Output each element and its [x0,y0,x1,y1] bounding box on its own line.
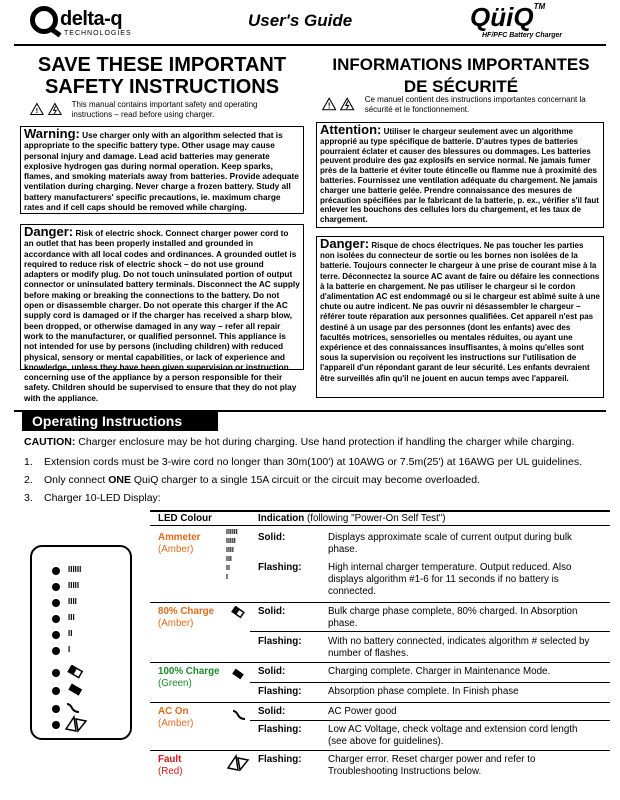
led-dot [52,583,60,591]
led-panel-diagram [30,545,132,740]
mode-flashing: Flashing: [258,636,302,647]
led-colour: (Amber) [158,618,194,629]
battery-full-icon [230,668,246,682]
bar-glyph: IIII [226,547,234,554]
warning-text: Use charger only with an algorithm selected that is appropriate to the specific battery type. Other usage may cause personal injury and damage. Lead acid batteries may generate explosive hydrogen gas during normal operation. Keep sparks, flames, and smoking materials away from batteries. Provide adequate ventilation during charging. Never charge a frozen battery. Study all battery manufacturers' specific precautions, ie. maximum charge rates and if cell caps should be removed while charging. [24,130,299,213]
indication-text: Low AC Voltage, check voltage and extension cord length (see above for guidelines). [328,724,578,747]
safety-note-en [30,100,300,120]
led-name-ac-on [158,706,193,730]
bar-glyph: IIIII [226,538,236,545]
ammeter-bars-1: I [68,645,71,654]
ammeter-bars-3: III [68,613,75,622]
col-led-colour: LED Colour [158,513,212,524]
item-number: 3. [24,492,33,504]
safety-heading-fr [318,54,604,98]
col-indication [258,513,446,525]
item-text-pre: Only connect [44,474,109,486]
attention-box-fr [316,122,604,228]
indication-text: High internal charger temperature. Output reduced. Also displays algorithm #1-6 for 11 seconds if no battery is connected. [328,562,572,597]
danger-text-fr: Risque de chocs électriques. Ne pas toucher les parties non isolées du connecteur de sortie ou les bornes non isolées de la batterie. Toujours connecter le chargeur à une prise de courant mise à la terre. Déconnectez la source AC avant de faire ou défaire les connections à la batterie en chargement. Ne pas utiliser le chargeur si le cordon d'alimentation AC est endommagé ou si le chargeur est abîmé suite à une chute ou autre indicent. Ne pas ouvrir ni désassembler le chargeur – référer toute réparation aux personnes qualifiées. Cet appareil n'est pas destiné à un usage par des personnes (dont les enfants) avec des facultés motrices, sensorielles ou mentales réduites, ou ayant une expérience et des connaissances insuffisantes, à moins qu'elles sont sous la supervision ou reçoivent les instructions sur l'utilisation de l'appareil d'un répondant garant de leur sécurité. Les enfants devraient être surveillés afin qu'il ne jouent en aucun temps avec l'appareil. [320,241,600,383]
caution-text: Charger enclosure may be hot during charging. Use hand protection if handling the charger while charging. [78,436,575,448]
indication-text: With no battery connected, indicates algorithm # selected by number of flashes. [328,636,590,659]
row-divider [250,682,610,683]
caution-label: CAUTION: [24,436,76,448]
led-dot [52,631,60,639]
item-text-post: QuiQ charger to a single 15A circuit or the circuit may become overloaded. [130,474,480,486]
indication-text: Bulk charge phase complete, 80% charged. In Absorption phase. [328,606,578,629]
led-dot [52,567,60,575]
row-divider [150,702,610,703]
operating-instructions-tab: Operating Instructions [22,411,218,431]
mode-flashing: Flashing: [258,686,302,697]
mode-flashing: Flashing: [258,724,302,735]
mode-flashing: Flashing: [258,562,302,573]
row-divider [150,662,610,663]
item-text: Charger 10-LED Display: [44,492,161,504]
product-subtitle: HF/PFC Battery Charger [482,32,563,39]
ammeter-bars-5: IIIII [68,581,80,590]
led-name: 80% Charge [158,606,215,617]
led-colour: (Amber) [158,718,194,729]
indication-text: Absorption phase complete. In Finish phase [328,686,519,697]
bar-glyph: IIIIII [226,529,238,536]
led-dot [52,687,60,695]
mode-solid: Solid: [258,666,286,677]
led-dot [52,721,60,729]
danger-label: Danger: [24,224,74,239]
led-name: AC On [158,706,189,717]
heading-line-1: SAVE THESE IMPORTANT [37,54,287,76]
ammeter-bars-icon [226,528,238,582]
logo-sub: TECHNOLOGIES [64,30,132,37]
danger-box-fr [316,236,604,398]
mode-solid: Solid: [258,532,286,543]
warning-box-en [20,126,304,214]
product-name [470,2,545,33]
led-indication-table [150,510,610,800]
heading-line-2: SAFETY INSTRUCTIONS [44,76,280,98]
battery-80-icon [230,606,246,620]
ac-wave-icon [232,708,248,722]
item-text: Extension cords must be 3-wire cord no longer than 30m(100') at 10AWG or 7.5m(25') at 16AWG per UL guidelines. [44,456,583,468]
led-dot [52,615,60,623]
attention-text: Utiliser le chargeur seulement avec un algorithme approprié au type spécifique de batterie. D'autres types de batteries pourraient éclater et causer des blessures ou dommages. Les batteries peuvent produire des gaz explosifs en service normal. Ne jamais fumer près de la batterie et éviter toute étincelle ou flamme nue à proximité des batteries. Fournissez une ventilation adéquate du chargement. Ne jamais charger une batterie gelée. Prendre connaissance des mesures de précaution spécifiées par le fabricant de la batterie, p. ex., vérifier s'il faut enlever les bouchons des cellules lors du chargement, et les taux de chargement. [320,127,599,225]
instruction-item-3 [24,492,161,504]
warning-label: Warning: [24,126,80,141]
indication-text: Charger error. Reset charger power and refer to Troubleshooting Instructions below. [328,754,536,777]
led-colour: (Red) [158,766,183,777]
mode-solid: Solid: [258,706,286,717]
item-text-strong: ONE [108,474,131,486]
danger-text: Risk of electric shock. Connect charger power cord to an outlet that has been properly installed and grounded in accordance with all local codes and ordinances. A grounded outlet is required to reduce risk of electric shock – do not use ground adapters or modify plug. Do not touch uninsulated portion of output connector or uninsulated battery terminals. Disconnect the AC supply before making or breaking the connections to the battery. Do not open or disassemble charger. Do not operate this charger if the AC supply cord is damaged or if the charger has received a sharp blow, been dropped, or otherwise damaged in any way – refer all repair work to the manufacturer, or qualified personnel. This appliance is not intended for use by persons (including children) with reduced physical, sensory or mental capabilities, or lack of experience and knowledge, unless they have been given supervision or instruction concerning use of the appliance by a person responsible for their safety. Children should be supervised to ensure that they do not play with the appliance. [24,228,300,403]
fault-icon [64,715,88,733]
row-divider [150,602,610,603]
svg-text:!: ! [327,101,331,111]
led-name: Fault [158,754,182,765]
warning-exclamation-icon [322,95,336,113]
item-number: 2. [24,474,33,486]
led-dot [52,705,60,713]
led-dot [52,599,60,607]
row-divider [250,720,610,721]
electric-shock-icon [48,100,62,118]
bar-glyph: III [226,556,232,563]
logo-name: delta-q [60,8,123,30]
heading-line-2-fr: DE SÉCURITÉ [403,77,519,96]
battery-full-icon [66,683,84,697]
led-dot [52,647,60,655]
ammeter-bars-6: IIIIII [68,565,82,574]
ac-wave-icon [66,701,82,715]
bar-glyph: II [226,565,230,572]
led-name-100-charge [158,666,220,690]
led-name: 100% Charge [158,666,220,677]
col-indication-label: Indication [258,513,305,524]
delta-q-logo [30,6,160,42]
trademark: TM [533,2,546,11]
header-divider [14,44,606,46]
document-title: User's Guide [248,11,353,30]
row-divider [150,750,610,751]
safety-note-text-fr: Ce manuel contient des instructions importantes concernant la sécurité et le fonctionnement. [364,95,586,114]
led-name-ammeter [158,532,200,556]
indication-text: Charging complete. Charger in Maintenance Mode. [328,666,551,677]
battery-80-icon [66,665,84,679]
safety-note-text: This manual contains important safety and operating instructions – read before using charger. [71,100,258,119]
warning-exclamation-icon [30,100,44,118]
led-name-fault [158,754,183,778]
heading-line-1-fr: INFORMATIONS IMPORTANTES [332,55,590,74]
danger-label-fr: Danger: [320,236,370,251]
ammeter-bars-2: II [68,629,73,638]
bar-glyph: I [226,574,228,581]
safety-heading-en [22,54,302,98]
led-name-80-charge [158,606,214,630]
led-dot [52,669,60,677]
table-header [150,510,610,526]
indication-text: AC Power good [328,706,397,717]
safety-note-fr [322,95,600,115]
mode-flashing: Flashing: [258,754,302,765]
row-divider [250,631,610,632]
instruction-item-2 [24,474,480,486]
led-colour: (Amber) [158,544,194,555]
col-indication-note: (following "Power-On Self Test") [307,513,446,524]
q-logo-icon [30,6,58,34]
svg-text:!: ! [35,106,39,116]
attention-label: Attention: [320,122,382,137]
instruction-item-1 [24,456,582,468]
indication-text: Displays approximate scale of current output during bulk phase. [328,532,572,555]
page-header [0,0,620,46]
mode-solid: Solid: [258,606,286,617]
caution-line [24,436,574,448]
led-colour: (Green) [158,678,192,689]
ammeter-bars-4: IIII [68,597,77,606]
item-number: 1. [24,456,33,468]
fault-icon [226,754,250,772]
electric-shock-icon [340,95,354,113]
product-label: QüiQ [470,2,534,32]
danger-box-en [20,224,304,403]
led-name: Ammeter [158,532,201,543]
